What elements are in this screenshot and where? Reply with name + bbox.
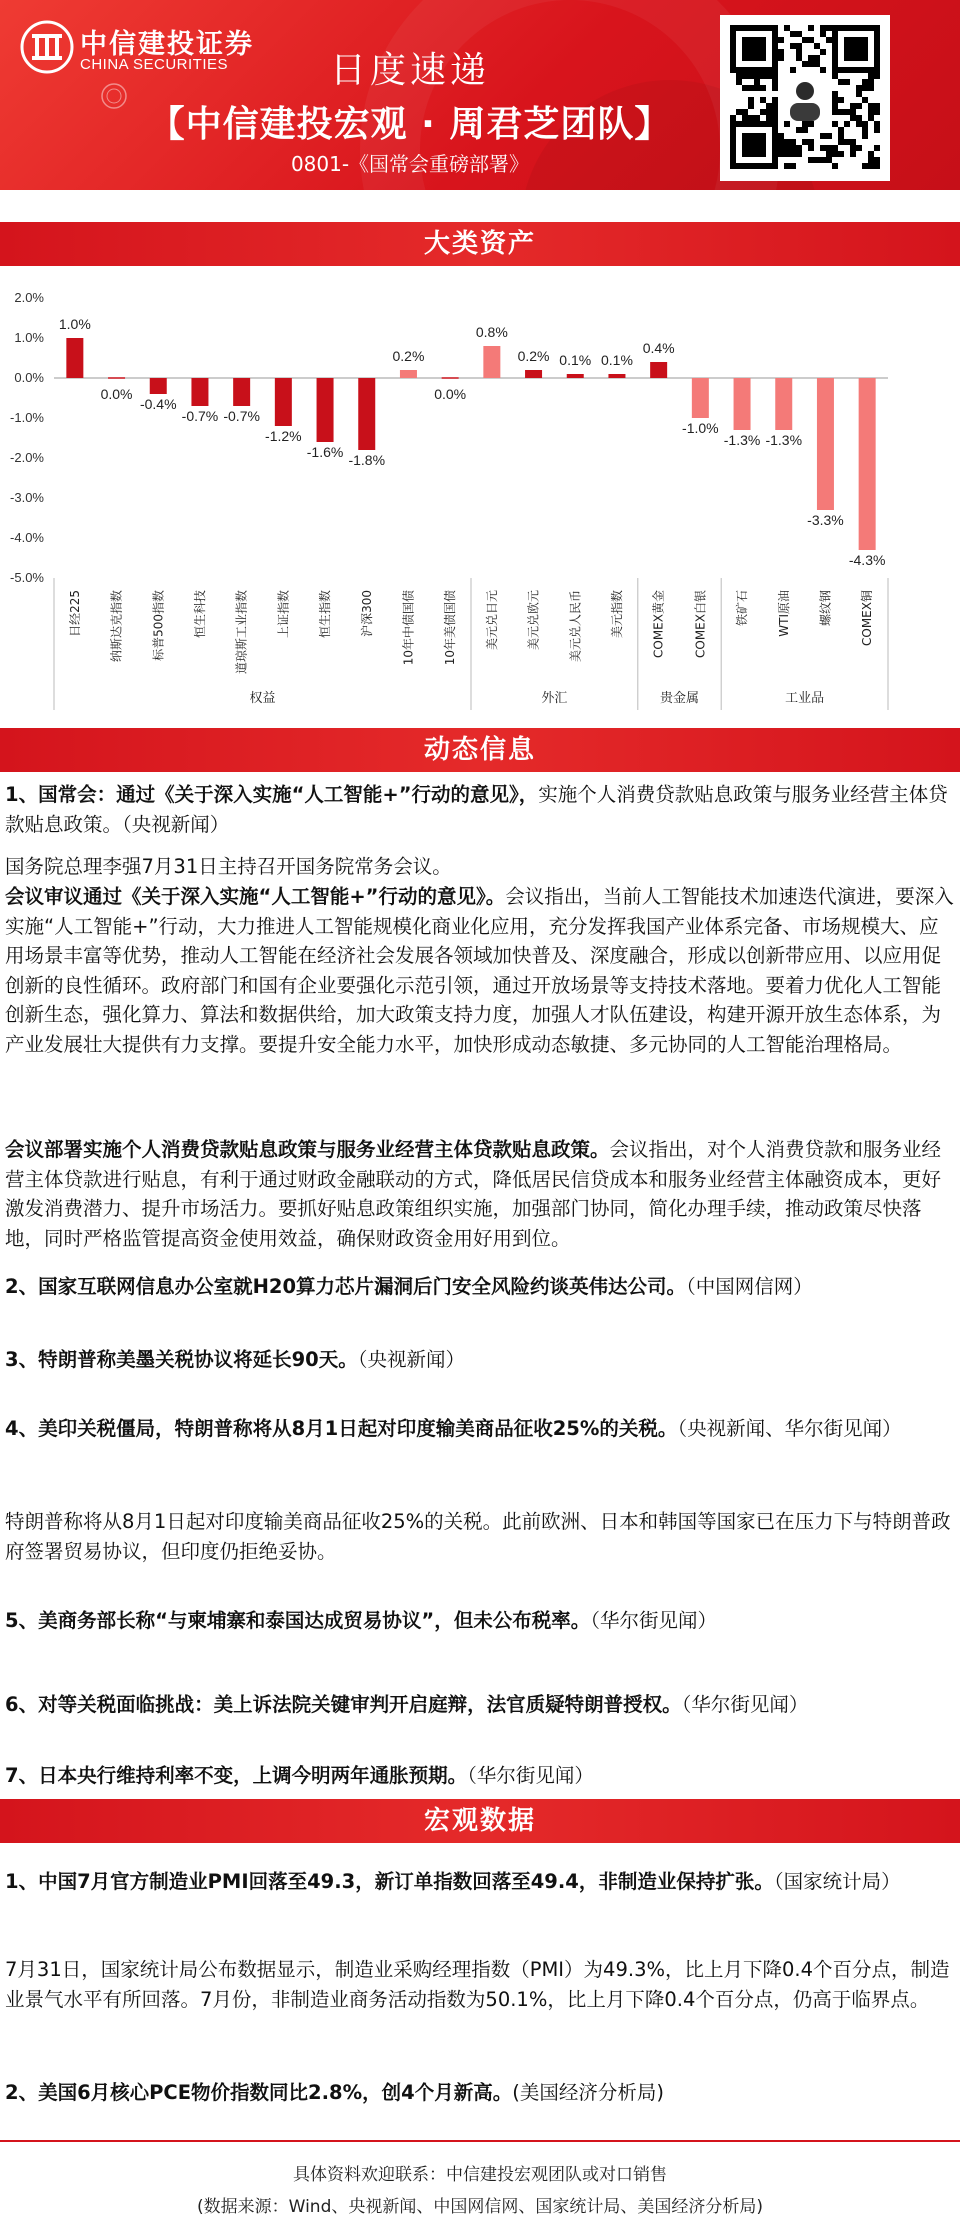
category-label: 标普500指数 — [151, 590, 166, 661]
qr-module — [796, 151, 802, 157]
bar-chart — [0, 282, 960, 722]
news-item-5 — [5, 1606, 955, 1636]
bar — [859, 378, 876, 550]
news-source: （央视新闻） — [357, 1348, 465, 1371]
qr-module — [742, 85, 748, 91]
qr-module — [850, 115, 856, 121]
qr-module — [742, 37, 766, 61]
news-paragraph: 特朗普称将从8月1日起对印度输美商品征收25%的关税。此前欧洲、日本和韩国等国家已在压力下与特朗普政府签署贸易协议，但印度仍拒绝妥协。 — [5, 1510, 951, 1563]
data-label: -1.3% — [765, 432, 803, 448]
qr-module — [862, 85, 868, 91]
news-item-7 — [5, 1761, 955, 1791]
bar — [650, 362, 667, 378]
qr-module — [850, 145, 856, 151]
category-label: 纳斯达克指数 — [109, 590, 124, 663]
news-paragraph: 国务院总理李强7月31日主持召开国务院常务会议。 — [5, 855, 452, 878]
qr-module — [868, 151, 874, 157]
news-source: （央视新闻、华尔街见闻） — [677, 1417, 902, 1440]
qr-module — [856, 85, 862, 91]
qr-module — [820, 145, 826, 151]
qr-module — [874, 109, 880, 115]
news-subheading: 会议审议通过《关于深入实施“人工智能+”行动的意见》。 — [5, 885, 506, 908]
data-label: -1.8% — [348, 452, 386, 468]
data-label: -0.7% — [223, 408, 260, 424]
news-subheading: 会议部署实施个人消费贷款贴息政策与服务业经营主体贷款贴息政策。 — [5, 1138, 610, 1161]
qr-module — [838, 133, 844, 139]
qr-module — [820, 67, 826, 73]
news-source: （华尔街见闻） — [681, 1693, 809, 1716]
qr-module — [862, 163, 868, 169]
bar — [108, 377, 125, 379]
data-label: -0.4% — [139, 396, 177, 412]
qr-module — [748, 85, 754, 91]
qr-code-icon — [730, 25, 880, 171]
category-label: 恒生科技 — [192, 590, 207, 639]
bar — [66, 338, 83, 378]
qr-module — [868, 115, 874, 121]
qr-module — [826, 151, 832, 157]
bar — [442, 377, 459, 379]
qr-module — [766, 109, 772, 115]
qr-module — [802, 121, 808, 127]
data-label: -0.7% — [181, 408, 219, 424]
qr-module — [802, 139, 808, 145]
qr-module — [874, 103, 880, 109]
category-label: 美元指数 — [609, 590, 624, 639]
news-item-1 — [5, 780, 955, 839]
y-tick-label: -2.0% — [10, 450, 44, 465]
footer-contact: 具体资料欢迎联系：中信建投宏观团队或对口销售 — [293, 2165, 667, 2185]
qr-module — [796, 43, 802, 49]
qr-module — [754, 85, 760, 91]
qr-module — [796, 127, 802, 133]
footer-divider — [0, 2140, 960, 2142]
qr-module — [796, 31, 802, 37]
qr-module — [790, 151, 796, 157]
qr-module — [826, 25, 832, 31]
category-label: COMEX黄金 — [651, 590, 666, 658]
qr-module — [748, 103, 754, 109]
qr-module — [868, 103, 874, 109]
qr-module — [856, 145, 862, 151]
qr-module — [820, 49, 826, 55]
qr-module — [808, 145, 814, 151]
news-headline: 5、美商务部长称“与柬埔寨和泰国达成贸易协议”，但未公布税率。 — [5, 1609, 591, 1632]
section-title-news: 动态信息 — [0, 728, 960, 772]
qr-module — [772, 79, 778, 85]
qr-module — [832, 151, 838, 157]
category-label: 铁矿石 — [735, 590, 750, 627]
qr-module — [808, 157, 814, 163]
qr-module — [778, 133, 784, 139]
qr-module — [838, 109, 844, 115]
qr-module — [820, 157, 826, 163]
qr-module — [808, 55, 814, 61]
news-paragraph — [5, 1135, 955, 1253]
qr-module — [874, 121, 880, 127]
y-tick-label: 2.0% — [14, 290, 44, 305]
group-label: 外汇 — [541, 691, 568, 706]
news-source: （华尔街见闻） — [467, 1764, 594, 1787]
logo-cn-text: 中信建投证券 — [80, 29, 254, 60]
qr-module — [808, 139, 814, 145]
qr-module — [826, 133, 832, 139]
qr-module — [874, 145, 880, 151]
news-item-2 — [5, 1272, 955, 1302]
qr-module — [808, 121, 814, 127]
qr-module — [760, 73, 766, 79]
qr-module — [778, 145, 784, 151]
qr-code — [720, 15, 890, 181]
qr-module — [868, 73, 874, 79]
qr-module — [832, 109, 838, 115]
qr-module — [748, 115, 754, 121]
qr-module — [844, 37, 868, 61]
bar — [275, 378, 292, 426]
qr-module — [754, 73, 760, 79]
news-body: 会议指出，对个人消费贷款和服务业经营主体贷款进行贴息，有利于通过财政金融联动的方式，降低居民信贷成本和服务业经营主体融资成本，更好激发消费潜力、提升市场活力。要抓好贴息政策组织实施，加强部门协同，简化办理手续，推动政策尽快落地，同时严格监管提高资金使用效益，确保财政资金用好用到位。 — [5, 1138, 942, 1250]
qr-module — [814, 43, 820, 49]
qr-module — [730, 115, 736, 121]
qr-module — [808, 37, 814, 43]
data-label: 0.0% — [100, 386, 133, 402]
qr-module — [742, 73, 748, 79]
qr-module — [748, 97, 754, 103]
qr-module — [784, 145, 790, 151]
data-label: 0.8% — [475, 324, 508, 340]
qr-module — [862, 133, 868, 139]
data-label: 0.2% — [517, 348, 550, 364]
news-body: 会议指出，当前人工智能技术加速迭代演进，要深入实施“人工智能+”行动，大力推进人工智能规模化商业化应用，充分发挥我国产业体系完备、市场规模大、应用场景丰富等优势，推动人工智能在经济社会发展各领域加快普及、深度融合，形成以创新带应用、以应用促创新的良性循环。政府部门和国有企业要强化示范引领，通过开放场景等支持技术落地。要着力优化人工智能创新生态，强化算力、算法和数据供给，加大政策支持力度，加强人才队伍建设，构建开源开放生态体系，为产业发展壮大提供有力支撑。要提升安全能力水平，加快形成动态敏捷、多元协同的人工智能治理格局。 — [5, 885, 954, 1056]
qr-module — [802, 127, 808, 133]
qr-module — [874, 127, 880, 133]
qr-module — [808, 61, 814, 67]
qr-module — [796, 55, 802, 61]
bar — [817, 378, 834, 510]
qr-module — [790, 139, 796, 145]
group-label: 工业品 — [785, 691, 825, 706]
bar — [567, 374, 584, 378]
qr-module — [832, 97, 838, 103]
report-subtitle: 0801-《国常会重磅部署》 — [290, 152, 530, 176]
qr-module — [850, 103, 856, 109]
qr-module — [766, 115, 772, 121]
qr-module — [856, 91, 862, 97]
qr-module — [772, 97, 778, 103]
qr-module — [814, 55, 820, 61]
y-tick-label: -3.0% — [10, 490, 44, 505]
category-label: 美元兑欧元 — [526, 590, 541, 651]
qr-module — [802, 37, 808, 43]
data-label: 0.2% — [392, 348, 425, 364]
qr-module — [778, 37, 784, 43]
section-title-assets: 大类资产 — [0, 222, 960, 266]
qr-module — [772, 103, 778, 109]
qr-module — [838, 97, 844, 103]
qr-module — [790, 43, 796, 49]
qr-module — [862, 127, 868, 133]
news-headline: 1、国常会：通过《关于深入实施“人工智能+”行动的意见》， — [5, 783, 539, 806]
y-tick-label: 1.0% — [14, 330, 44, 345]
qr-module — [784, 25, 790, 31]
qr-module — [778, 49, 784, 55]
category-label: COMEX白银 — [693, 590, 708, 658]
bar — [483, 346, 500, 378]
macro-source: (美国经济分析局) — [512, 2081, 664, 2104]
qr-module — [766, 103, 772, 109]
group-label: 权益 — [249, 691, 276, 706]
qr-module — [742, 109, 748, 115]
qr-module — [784, 151, 790, 157]
qr-module — [832, 73, 838, 79]
category-label: 10年美债国债 — [443, 590, 458, 666]
qr-module — [850, 151, 856, 157]
qr-module — [862, 79, 868, 85]
report-title: 日度速递 — [329, 50, 490, 91]
bar — [525, 370, 542, 378]
qr-module — [742, 133, 766, 157]
bar — [233, 378, 250, 406]
bar — [358, 378, 375, 450]
qr-module — [862, 121, 868, 127]
news-headline: 7、日本央行维持利率不变，上调今明两年通胀预期。 — [5, 1764, 468, 1787]
qr-module — [814, 61, 820, 67]
qr-module — [838, 139, 844, 145]
category-label: 恒生指数 — [318, 590, 333, 639]
data-label: -1.0% — [682, 420, 719, 436]
category-label: 螺纹钢 — [818, 590, 833, 627]
qr-module — [820, 25, 826, 31]
qr-module — [784, 139, 790, 145]
qr-module — [844, 109, 850, 115]
qr-module — [772, 73, 778, 79]
qr-module — [784, 163, 790, 169]
qr-module — [790, 67, 796, 73]
team-name: 【中信建投宏观 · 周君芝团队】 — [148, 104, 672, 145]
news-headline: 2、国家互联网信息办公室就H20算力芯片漏洞后门安全风险约谈英伟达公司。 — [5, 1275, 687, 1298]
bar — [191, 378, 208, 406]
news-detail: 实施个人消费贷款贴息政策与服务业经营主体贷款贴息政策。（央视新闻） — [5, 783, 948, 836]
qr-module — [832, 163, 838, 169]
qr-module — [790, 103, 820, 121]
qr-module — [796, 82, 814, 100]
qr-module — [754, 79, 760, 85]
qr-module — [820, 133, 826, 139]
qr-module — [868, 85, 874, 91]
news-item-4 — [5, 1414, 955, 1444]
qr-module — [844, 139, 850, 145]
news-item-3 — [5, 1345, 955, 1375]
news-paragraph — [5, 882, 955, 1059]
qr-module — [748, 73, 754, 79]
y-tick-label: -1.0% — [10, 410, 44, 425]
news-item-6 — [5, 1690, 955, 1720]
qr-module — [838, 127, 844, 133]
qr-module — [862, 97, 868, 103]
section-title-macro: 宏观数据 — [0, 1799, 960, 1843]
category-label: 10年中债国债 — [401, 590, 416, 666]
qr-module — [742, 115, 748, 121]
qr-module — [778, 55, 784, 61]
qr-module — [754, 115, 760, 121]
category-label: COMEX铜 — [860, 590, 875, 646]
macro-paragraph: 7月31日，国家统计局公布数据显示，制造业采购经理指数（PMI）为49.3%，比上月下降0.4个百分点，制造业景气水平有所回落。7月份，非制造业商务活动指数为50.1%，比上月下降0.4个百分点，仍高于临界点。 — [5, 1958, 950, 2011]
qr-module — [796, 145, 802, 151]
group-label: 贵金属 — [659, 691, 700, 706]
logo-en-text: CHINA SECURITIES — [80, 56, 229, 73]
news-source: （中国网信网） — [686, 1275, 813, 1298]
category-label: 道琼斯工业指数 — [234, 590, 249, 675]
qr-module — [760, 85, 766, 91]
qr-module — [868, 157, 874, 163]
qr-module — [796, 49, 802, 55]
footer-data-sources: (数据来源：Wind、央视新闻、中国网信网、国家统计局、美国经济分析局) — [197, 2197, 763, 2217]
qr-module — [808, 25, 814, 31]
category-label: 美元兑人民币 — [568, 590, 583, 663]
qr-module — [736, 79, 742, 85]
y-tick-label: -5.0% — [10, 570, 44, 585]
qr-module — [844, 79, 850, 85]
qr-module — [826, 145, 832, 151]
data-label: -1.3% — [723, 432, 761, 448]
qr-module — [826, 37, 832, 43]
category-label: 上证指数 — [276, 590, 291, 639]
qr-module — [802, 61, 808, 67]
qr-module — [772, 85, 778, 91]
news-headline: 3、特朗普称美墨关税协议将延长90天。 — [5, 1348, 358, 1371]
qr-module — [760, 109, 766, 115]
qr-module — [820, 31, 826, 37]
bar — [608, 374, 625, 378]
qr-module — [784, 121, 790, 127]
qr-module — [844, 121, 850, 127]
qr-module — [826, 157, 832, 163]
macro-item-2 — [5, 2078, 955, 2108]
qr-module — [736, 73, 742, 79]
qr-module — [778, 151, 784, 157]
macro-headline: 1、中国7月官方制造业PMI回落至49.3，新订单指数回落至49.4，非制造业保持扩张。 — [5, 1870, 774, 1893]
data-label: -1.6% — [306, 444, 344, 460]
data-label: 0.0% — [434, 386, 467, 402]
qr-module — [832, 91, 838, 97]
qr-module — [736, 109, 742, 115]
qr-module — [874, 157, 880, 163]
qr-module — [874, 73, 880, 79]
qr-module — [868, 109, 874, 115]
y-tick-label: -4.0% — [10, 530, 44, 545]
qr-module — [778, 139, 784, 145]
y-tick-label: 0.0% — [14, 370, 44, 385]
qr-module — [850, 109, 856, 115]
data-label: 0.4% — [642, 340, 675, 356]
qr-module — [790, 163, 796, 169]
bar — [400, 370, 417, 378]
qr-module — [832, 121, 838, 127]
category-label: 日经225 — [67, 590, 82, 637]
qr-module — [868, 79, 874, 85]
qr-module — [790, 145, 796, 151]
category-label: 沪深300 — [359, 590, 374, 637]
data-label: 0.1% — [559, 352, 592, 368]
macro-headline: 2、美国6月核心PCE物价指数同比2.8%，创4个月新高。 — [5, 2081, 513, 2104]
category-label: 美元兑日元 — [484, 590, 499, 651]
asset-returns-chart — [0, 282, 960, 722]
news-headline: 4、美印关税僵局，特朗普称将从8月1日起对印度输美商品征收25%的关税。 — [5, 1417, 678, 1440]
data-label: 0.1% — [600, 352, 633, 368]
news-source: （华尔街见闻） — [590, 1609, 717, 1632]
data-label: 1.0% — [58, 316, 91, 332]
qr-module — [856, 103, 862, 109]
bar — [150, 378, 167, 394]
news-headline: 6、对等关税面临挑战：美上诉法院关键审判开启庭辩，法官质疑特朗普授权。 — [5, 1693, 682, 1716]
data-label: -4.3% — [848, 552, 886, 568]
qr-module — [772, 109, 778, 115]
qr-module — [814, 157, 820, 163]
data-label: -3.3% — [807, 512, 844, 528]
bar — [775, 378, 792, 430]
bar — [734, 378, 751, 430]
qr-module — [856, 115, 862, 121]
qr-module — [856, 121, 862, 127]
qr-module — [874, 163, 880, 169]
macro-item-1 — [5, 1867, 955, 1897]
data-label: -1.2% — [265, 428, 302, 444]
qr-module — [766, 73, 772, 79]
category-label: WTI原油 — [776, 590, 791, 637]
qr-module — [832, 103, 838, 109]
qr-module — [838, 79, 844, 85]
macro-source: （国家统计局） — [773, 1870, 901, 1893]
qr-module — [832, 145, 838, 151]
qr-module — [868, 163, 874, 169]
qr-module — [850, 139, 856, 145]
qr-module — [838, 151, 844, 157]
report-header — [0, 0, 960, 190]
qr-module — [790, 31, 796, 37]
bar — [692, 378, 709, 418]
header-divider — [0, 190, 960, 193]
qr-module — [760, 97, 766, 103]
bar — [317, 378, 334, 442]
qr-module — [772, 115, 778, 121]
